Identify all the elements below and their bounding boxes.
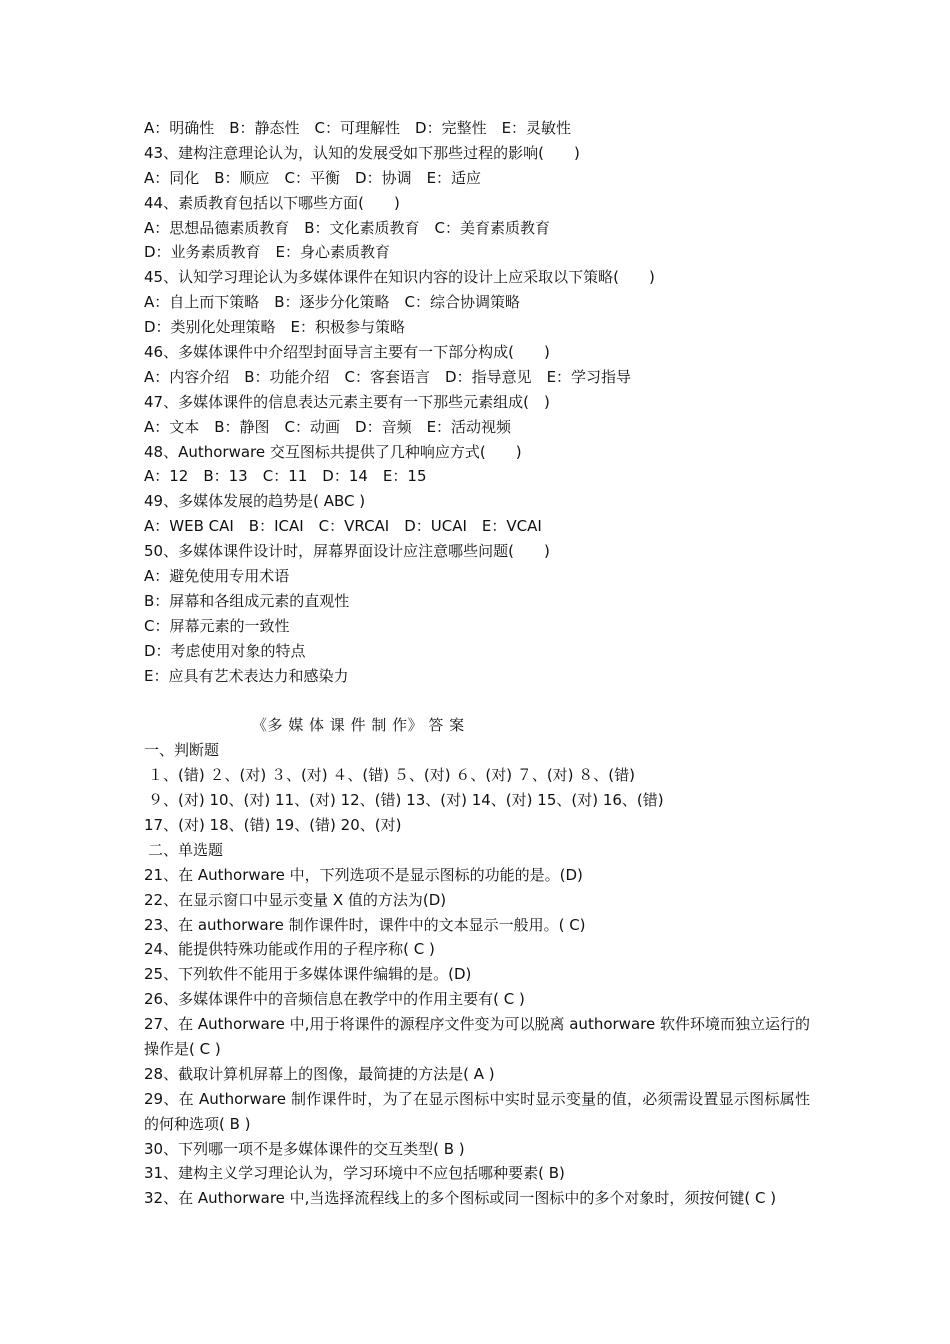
option-line: D：业务素质教育 E：身心素质教育 xyxy=(144,243,391,262)
option-line: A：文本 B：静图 C：动画 D：音频 E：活动视频 xyxy=(144,417,512,436)
section-heading-single-choice: 二、单选题 xyxy=(148,840,224,859)
option-line: D：考虑使用对象的特点 xyxy=(144,641,306,660)
question-47: 47、多媒体课件的信息表达元素主要有一下那些元素组成( ) xyxy=(144,392,550,411)
question-46: 46、多媒体课件中介绍型封面导言主要有一下部分构成( ) xyxy=(144,343,550,362)
answer-28: 28、截取计算机屏幕上的图像，最简捷的方法是( A ) xyxy=(144,1064,495,1083)
answer-25: 25、下列软件不能用于多媒体课件编辑的是。(D) xyxy=(144,965,472,984)
option-line: A：避免使用专用术语 xyxy=(144,567,290,586)
answer-21: 21、在 Authorware 中，下列选项不是显示图标的功能的是。(D) xyxy=(144,865,583,884)
answer-32: 32、在 Authorware 中,当选择流程线上的多个图标或同一图标中的多个对象时，须按何键( C ) xyxy=(144,1189,777,1208)
answer-26: 26、多媒体课件中的音频信息在教学中的作用主要有( C ) xyxy=(144,990,525,1009)
question-49: 49、多媒体发展的趋势是( ABC ) xyxy=(144,492,366,511)
judge-answers-line: ９、(对) 10、(对) 11、(对) 12、(错) 13、(对) 14、(对) 15、(对) 16、(错) xyxy=(148,791,664,810)
option-line: A：内容介绍 B：功能介绍 C：客套语言 D：指导意见 E：学习指导 xyxy=(144,367,632,386)
option-line: A：思想品德素质教育 B：文化素质教育 C：美育素质教育 xyxy=(144,218,551,237)
spacer xyxy=(144,688,810,713)
answer-22: 22、在显示窗口中显示变量 X 值的方法为(D) xyxy=(144,890,447,909)
answer-27: 27、在 Authorware 中,用于将课件的源程序文件变为可以脱离 authorware 软件环境而独立运行的操作是( C ) xyxy=(144,1015,810,1058)
question-43: 43、建构注意理论认为，认知的发展受如下那些过程的影响( ) xyxy=(144,143,580,162)
option-line: A：同化 B：顺应 C：平衡 D：协调 E：适应 xyxy=(144,168,482,187)
judge-answers-line: １、(错) ２、(对) ３、(对) ４、(错) ５、(对) ６、(对) ７、(对) ８、(错) xyxy=(148,766,636,785)
question-45: 45、认知学习理论认为多媒体课件在知识内容的设计上应采取以下策略( ) xyxy=(144,268,655,287)
option-line: D：类别化处理策略 E：积极参与策略 xyxy=(144,318,406,337)
option-line: E：应具有艺术表达力和感染力 xyxy=(144,666,349,685)
option-line: C：屏幕元素的一致性 xyxy=(144,616,290,635)
judge-answers-line: 17、(对) 18、(错) 19、(错) 20、(对) xyxy=(144,815,402,834)
question-48: 48、Authorware 交互图标共提供了几种响应方式( ) xyxy=(144,442,522,461)
answer-23: 23、在 authorware 制作课件时，课件中的文本显示一般用。( C) xyxy=(144,915,586,934)
section-heading-judge: 一、判断题 xyxy=(144,741,220,760)
answer-31: 31、建构主义学习理论认为，学习环境中不应包括哪种要素( B) xyxy=(144,1164,565,1183)
answer-24: 24、能提供特殊功能或作用的子程序称( C ) xyxy=(144,940,435,959)
option-line: A：明确性 B：静态性 C：可理解性 D：完整性 E：灵敏性 xyxy=(144,119,572,137)
option-line: A：12 B：13 C：11 D：14 E：15 xyxy=(144,467,427,486)
option-line: A：WEB CAI B：ICAI C：VRCAI D：UCAI E：VCAI xyxy=(144,517,542,536)
question-44: 44、素质教育包括以下哪些方面( ) xyxy=(144,193,400,212)
document-content xyxy=(144,116,810,1211)
answer-title: 《多 媒 体 课 件 制 作》 答 案 xyxy=(252,716,465,735)
option-line: B：屏幕和各组成元素的直观性 xyxy=(144,591,350,610)
answer-30: 30、下列哪一项不是多媒体课件的交互类型( B ) xyxy=(144,1139,465,1158)
answer-29: 29、在 Authorware 制作课件时，为了在显示图标中实时显示变量的值，必须需设置显示图标属性的何种选项( B ) xyxy=(144,1089,810,1133)
question-50: 50、多媒体课件设计时，屏幕界面设计应注意哪些问题( ) xyxy=(144,542,550,561)
option-line: A：自上而下策略 B：逐步分化策略 C：综合协调策略 xyxy=(144,293,521,312)
